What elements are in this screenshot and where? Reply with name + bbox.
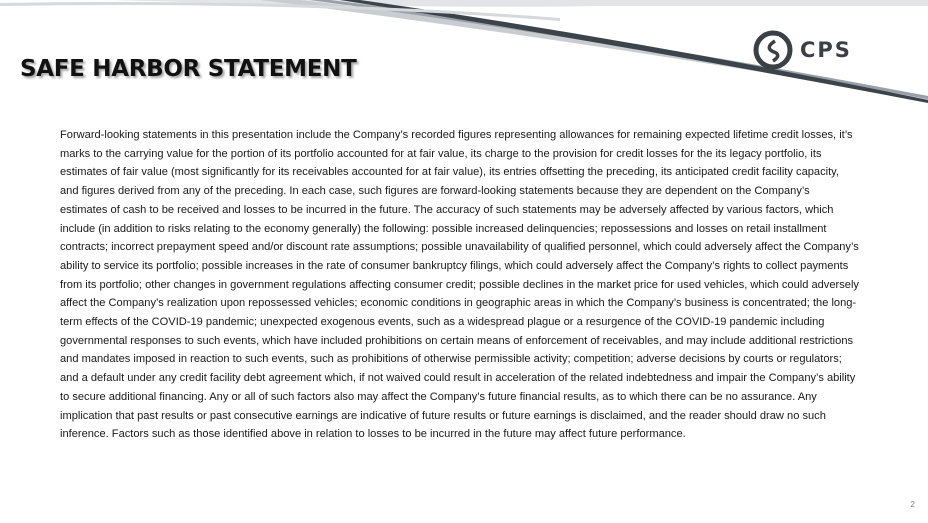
slide-title: SAFE HARBOR STATEMENT bbox=[20, 56, 357, 82]
logo-text: CPS bbox=[800, 38, 852, 62]
page-number: 2 bbox=[910, 500, 915, 509]
safe-harbor-body-text: Forward-looking statements in this presentation include the Company’s recorded figures representing allowances for remaining expected lifetime credit losses, it’s marks to the carrying value for the portion of its portfolio accounted for at fair value, its charge to the provision for credit losses for the its legacy portfolio, its estimates of fair value (most significantly for its receivables accounted for at fair value), its entries offsetting the preceding, its anticipated credit facility capacity, and figures derived from any of the preceding. In each case, such figures are forward-looking statements because they are dependent on the Company’s estimates of cash to be received and losses to be incurred in the future. The accuracy of such statements may be adversely affected by various factors, which include (in addition to risks relating to the economy generally) the following: possible increased delinquencies; repossessions and losses on retail installment contracts; incorrect prepayment speed and/or discount rate assumptions; possible unavailability of qualified personnel, which could adversely affect the Company’s ability to service its portfolio; possible increases in the rate of consumer bankruptcy filings, which could adversely affect the Company’s rights to collect payments from its portfolio; other changes in government regulations affecting consumer credit; possible declines in the market price for used vehicles, which could adversely affect the Company’s realization upon repossessed vehicles; economic conditions in geographic areas in which the Company’s business is concentrated; the long-term effects of the COVID-19 pandemic; unexpected exogenous events, such as a widespread plague or a resurgence of the COVID-19 pandemic including governmental responses to such events, which have included prohibitions on certain means of enforcement of receivables, and may include additional restrictions and mandates imposed in reaction to such events, such as prohibitions of otherwise permissible activity; competition; adverse decisions by courts or regulators; and a default under any credit facility debt agreement which, if not waived could result in acceleration of the related indebtedness and impair the Company’s ability to secure additional financing. Any or all of such factors also may affect the Company’s future financial results, as to which there can be no assurance. Any implication that past results or past consecutive earnings are indicative of future results or future earnings is disclaimed, and the reader should draw no such inference. Factors such as those identified above in relation to losses to be incurred in the future may affect future performance. bbox=[60, 129, 859, 441]
